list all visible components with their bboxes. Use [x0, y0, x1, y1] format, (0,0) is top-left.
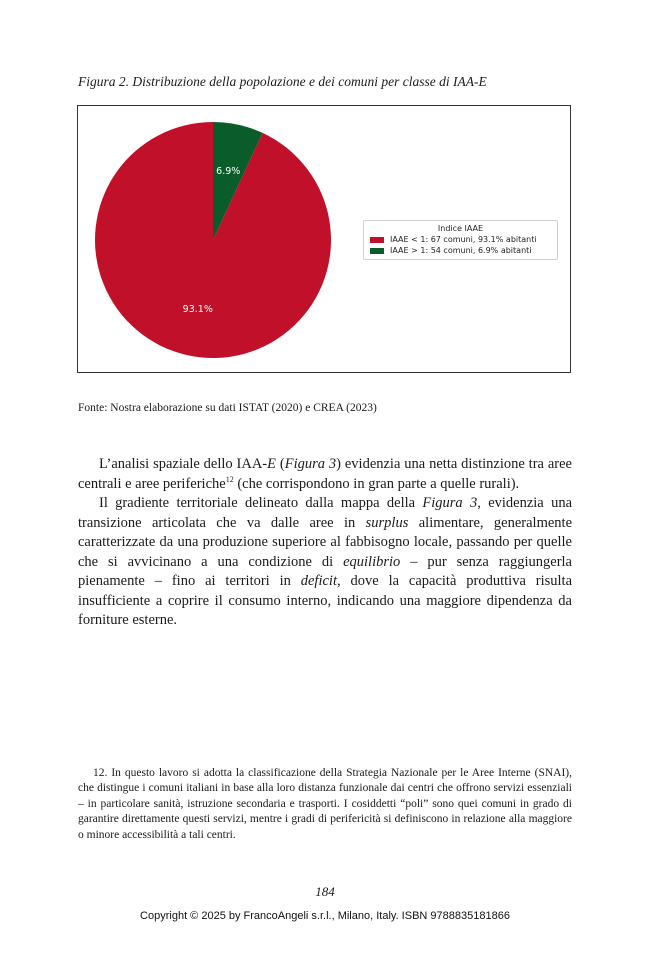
chart-legend [363, 220, 558, 260]
paragraph-1 [78, 455, 572, 494]
figure-reference: Figura 3 [284, 456, 337, 472]
page-number: 184 [315, 884, 335, 899]
text-run-italic: equilibrio [343, 553, 401, 570]
text-run-italic: E [267, 456, 276, 472]
text-run: ( [276, 456, 285, 472]
figure-caption: Figura 2. Distribuzione della popolazione e dei comuni per classe di IAA-E [78, 74, 487, 89]
footnote [78, 766, 572, 843]
text-run: (che corrispondono in gran parte a quelle rurali). [233, 475, 520, 492]
body-text [78, 455, 572, 631]
text-run: alimentare, generalmente caratterizzate da una produzione superiore al fabbisogno locale, passando per quelle che si avvicinano a una condizione di [78, 514, 573, 570]
footnote-12: 12. In questo lavoro si adotta la classificazione della Strategia Nazionale per le Aree Interne (SNAI), che distingue i comuni italiani in base alla loro distanza funzionale dai centri che offrono servizi essenziali – in particolare sanità, istruzione secondaria e trasporti. I cosiddetti “poli” sono quei comuni in grado di garantire direttamente questi servizi, mentre i gradi di perifericità si definiscono in relazione alla maggiore o minore accessibilità a tali centri. [78, 767, 572, 841]
paragraph-2 [78, 494, 572, 631]
legend-label: IAAE > 1: 54 comuni, 6.9% abitanti [390, 246, 532, 255]
pie-slice-label-0: 93.1% [182, 304, 213, 316]
legend-swatch-red [370, 237, 384, 243]
text-run: ) evidenzia una netta distinzione tra aree centrali e aree periferiche [78, 456, 572, 492]
text-run-italic: deficit [300, 573, 337, 589]
legend-label: IAAE < 1: 67 comuni, 93.1% abitanti [390, 235, 537, 244]
figure-source: Fonte: Nostra elaborazione su dati ISTAT (2020) e CREA (2023) [78, 402, 377, 414]
text-run: , evidenzia una transizione articolata che va dalle aree in [78, 495, 573, 531]
text-run: – pur senza raggiungerla pienamente – fino ai territori in [78, 553, 572, 589]
text-run: L’analisi spaziale dello IAA- [99, 456, 268, 472]
legend-title: Indice IAAE [437, 224, 484, 233]
text-run-italic: surplus [365, 514, 409, 531]
copyright-notice: Copyright © 2025 by FrancoAngeli s.r.l., Milano, Italy. ISBN 9788835181866 [140, 910, 510, 922]
text-run: Il gradiente territoriale delineato dalla mappa della [99, 495, 423, 511]
text-run: , dove la capacità produttiva risulta insufficiente a coprire il consumo interno, indicando una maggiore dipendenza da forniture esterne. [78, 573, 573, 628]
legend-entry-above-1 [370, 246, 557, 256]
pie-chart-figure [77, 105, 571, 373]
figure-reference: Figura 3 [422, 495, 478, 511]
pie-slice-label-1: 6.9% [216, 165, 241, 177]
legend-swatch-green [370, 248, 384, 254]
legend-entry-below-1 [370, 235, 557, 245]
footnote-marker: 12 [225, 474, 234, 484]
